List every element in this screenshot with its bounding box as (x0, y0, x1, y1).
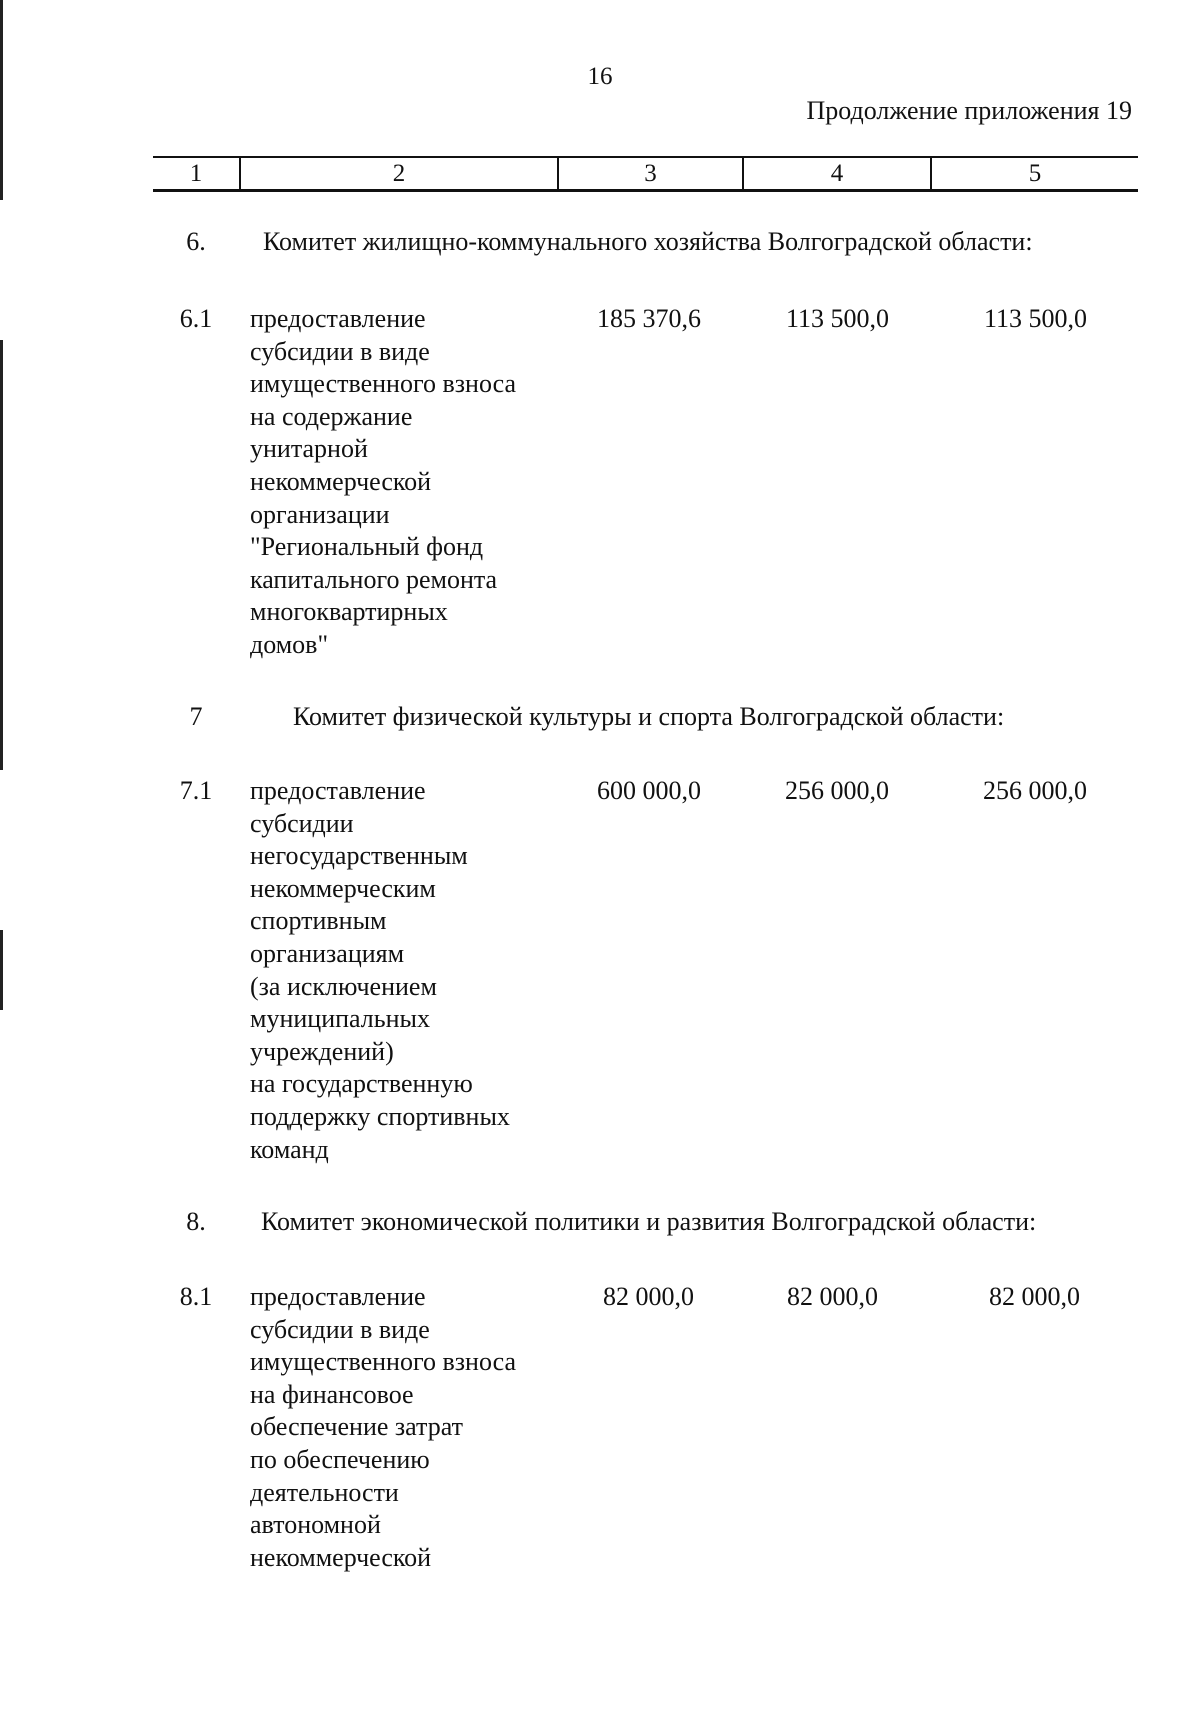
row-number: 7.1 (179, 776, 213, 805)
annex-title: Продолжение приложения 19 (806, 96, 1132, 125)
scan-edge-mark (0, 340, 3, 770)
row-value-col3: 82 000,0 (603, 1282, 694, 1311)
scan-edge-mark (0, 0, 3, 200)
section-title: Комитет физической культуры и спорта Волгоградской области: (293, 702, 1005, 731)
column-header-4: 4 (742, 158, 930, 189)
row-value-col4: 82 000,0 (787, 1282, 878, 1311)
row-number: 6.1 (179, 304, 213, 333)
row-value-col3: 600 000,0 (597, 776, 701, 805)
row-number: 8.1 (179, 1282, 213, 1311)
section-number: 8. (186, 1207, 206, 1236)
page-number: 16 (587, 63, 613, 90)
column-header-2: 2 (239, 158, 557, 189)
row-description: предоставление субсидии в виде имущественного взноса на финансовое обеспечение затрат по обеспечению деятельности автономной некоммерческой (250, 1282, 516, 1572)
section-number: 6. (186, 227, 206, 256)
section-title: Комитет экономической политики и развития Волгоградской области: (261, 1207, 1037, 1236)
column-number-header (153, 156, 1138, 192)
section-number: 7 (189, 702, 203, 731)
column-header-3: 3 (557, 158, 742, 189)
row-value-col4: 256 000,0 (785, 776, 889, 805)
row-value-col5: 256 000,0 (983, 776, 1087, 805)
section-title: Комитет жилищно-коммунального хозяйства Волгоградской области: (263, 227, 1033, 256)
row-value-col5: 113 500,0 (983, 304, 1087, 333)
row-description: предоставление субсидии в виде имущественного взноса на содержание унитарной некоммерческой организации "Региональный фонд капитального ремонта многоквартирных домов" (250, 304, 516, 659)
row-value-col5: 82 000,0 (989, 1282, 1080, 1311)
scan-edge-mark (0, 930, 3, 1010)
row-description: предоставление субсидии негосударственным некоммерческим спортивным организациям (за исключением муниципальных учреждений) на государственную поддержку спортивных команд (250, 776, 510, 1164)
row-value-col4: 113 500,0 (785, 304, 889, 333)
column-header-5: 5 (930, 158, 1138, 189)
column-header-1: 1 (189, 160, 203, 187)
row-value-col3: 185 370,6 (597, 304, 701, 333)
